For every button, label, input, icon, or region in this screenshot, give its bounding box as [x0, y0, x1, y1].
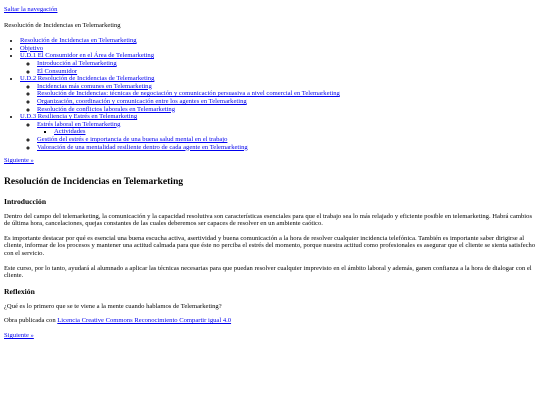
- skip-navigation-link[interactable]: Saltar la navegación: [4, 6, 58, 13]
- nav-link-ud2-organizacion[interactable]: Organización, coordinación y comunicación entre los agentes en Telemarketing: [37, 97, 247, 105]
- nav-item: [20, 75, 536, 113]
- nav-link-ud2-conflictos[interactable]: Resolución de conflictos laborales en Telemarketing: [37, 105, 176, 113]
- nav-link-ud1-consumidor[interactable]: El Consumidor: [37, 67, 78, 75]
- page-title: Resolución de Incidencias en Telemarketing: [4, 175, 184, 187]
- nav-link-ud3-valoracion[interactable]: Valoración de una mentalidad resiliente dentro de cada agente en Telemarketing: [37, 143, 248, 151]
- nav-subitem: [37, 98, 536, 106]
- intro-paragraph-3: Este curso, por lo tanto, ayudará al alumnado a aplicar las técnicas necesarias para que puedan resolver cualquier imprevisto en el ámbito laboral y además, ganen confianza a la hora de dialogar con el cliente.: [4, 264, 532, 280]
- nav-item: [20, 37, 536, 45]
- nav-subitem: [37, 106, 536, 114]
- nav-sublist: [20, 121, 536, 151]
- nav-sublist: [20, 60, 536, 75]
- nav-link-ud1[interactable]: U.D.1 El Consumidor en el Área de Telemarketing: [20, 52, 155, 60]
- reflection-heading: Reflexión: [4, 286, 35, 296]
- nav-subitem: [37, 121, 536, 136]
- nav-link-ud2-incidencias[interactable]: Incidencias más comunes en Telemarketing: [37, 82, 152, 90]
- nav-item: [20, 113, 536, 151]
- next-nav-bottom: [4, 332, 536, 340]
- license-line: [4, 317, 536, 325]
- nav-link-ud3-actividades[interactable]: Actividades: [54, 128, 86, 136]
- intro-paragraph-1: Dentro del campo del telemarketing, la comunicación y la capacidad resolutiva son características esenciales para que el trabajo sea lo más relajado y eficiente posible en telemarketing. Habrá cambios de última hora, cancelaciones, quejas constantes de las cuales deberemos ser capaces de resolver en un ambiente caótico.: [4, 212, 533, 228]
- nav-link-ud2[interactable]: U.D.2 Resolución de Incidencias de Telemarketing: [20, 75, 155, 83]
- nav-list: [4, 37, 536, 151]
- nav-subitem: [37, 144, 536, 152]
- nav-link-objetivo[interactable]: Objetivo: [20, 44, 44, 52]
- next-nav-top: [4, 157, 536, 165]
- nav-subitem: [37, 90, 536, 98]
- nav-subitem: [37, 83, 536, 91]
- nav-subitem: [37, 68, 536, 76]
- nav-link-home[interactable]: Resolución de Incidencias en Telemarketing: [20, 37, 137, 45]
- course-navigation: [4, 37, 536, 151]
- nav-link-ud2-resolucion[interactable]: Resolución de Incidencias: técnicas de negociación y comunicación persuasiva a nivel comercial en Telemarketing: [37, 90, 340, 98]
- nav-subsubitem: [54, 128, 536, 136]
- intro-heading: Introducción: [4, 196, 47, 206]
- nav-link-ud1-intro[interactable]: Introducción al Telemarketing: [37, 59, 117, 67]
- nav-link-ud3-estres[interactable]: Estrés laboral en Telemarketing: [37, 120, 121, 128]
- next-link-top[interactable]: Siguiente »: [4, 157, 34, 165]
- nav-link-ud3-gestion[interactable]: Gestión del estrés e importancia de una buena salud mental en el trabajo: [37, 135, 228, 143]
- reflection-text: ¿Qué es lo primero que se te viene a la mente cuando hablamos de Telemarketing?: [4, 302, 222, 310]
- nav-subitem: [37, 136, 536, 144]
- nav-sublist: [20, 83, 536, 113]
- nav-item: [20, 52, 536, 75]
- license-prefix: Obra publicada con: [4, 317, 58, 325]
- nav-subitem: [37, 60, 536, 68]
- license-link[interactable]: Licencia Creative Commons Reconocimiento Compartir igual 4.0: [57, 317, 232, 325]
- nav-link-ud3[interactable]: U.D.3 Resiliencia y Estrés en Telemarketing: [20, 113, 138, 121]
- next-link-bottom[interactable]: Siguiente »: [4, 332, 34, 340]
- intro-paragraph-2: Es importante destacar por qué es esencial una buena escucha activa, asertividad y buena comunicación a la hora de resolver cualquier incidencia telefónica. También es importante saber dirigirse al cliente, informar de los procesos y mantener una actitud calmada para que éste no perciba el estrés del momento, porque nuestra actitud como profesionales es asegurar que el cliente se sienta satisfecho con el servicio.: [4, 234, 536, 258]
- site-title: Resolución de Incidencias en Telemarketing: [4, 21, 121, 29]
- nav-subsublist: [37, 128, 536, 136]
